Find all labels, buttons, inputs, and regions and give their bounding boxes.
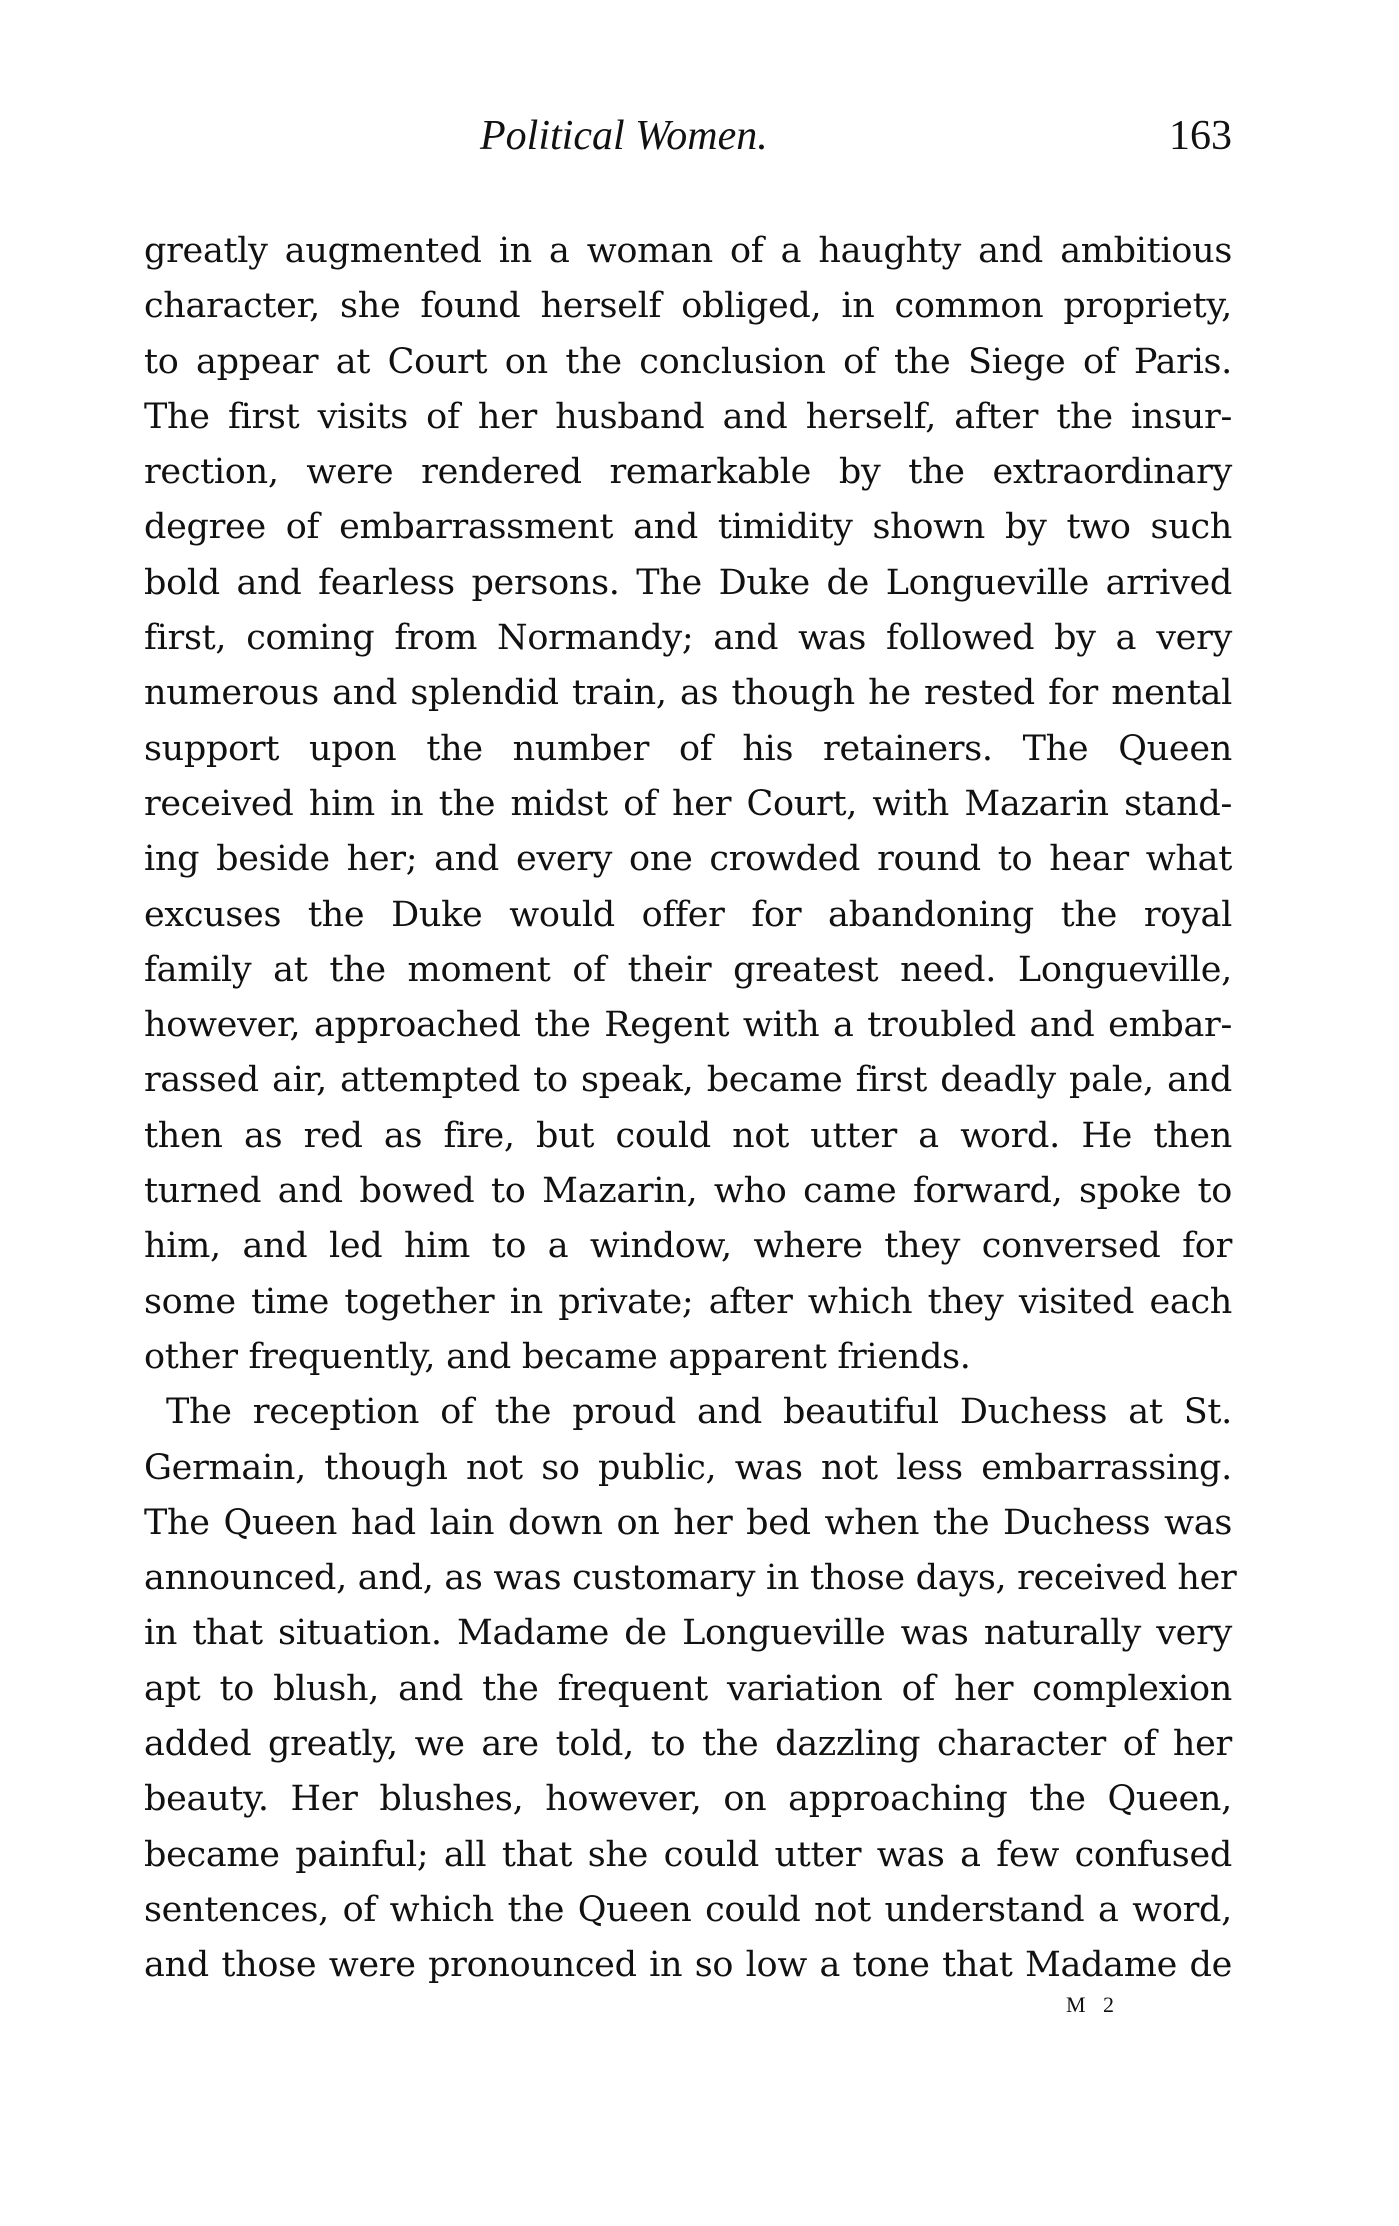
text-line: him, and led him to a window, where they conversed for [144,1226,1232,1267]
text-line: in that situation. Madame de Longueville was naturally very [144,1613,1232,1654]
text-line: apt to blush, and the frequent variation of her complexion [144,1668,1232,1709]
paragraph [144,1385,1237,1993]
page-number: 163 [1169,113,1232,159]
text-line: other frequently, and became apparent friends. [144,1336,971,1377]
page-body [144,224,1237,1994]
text-line: announced, and, as was customary in those days, received her [144,1558,1237,1599]
text-line: ing beside her; and every one crowded round to hear what [144,839,1232,880]
text-line: then as red as fire, but could not utter a word. He then [144,1115,1232,1156]
text-line: bold and fearless persons. The Duke de Longueville arrived [144,562,1232,603]
text-line: some time together in private; after which they visited each [144,1281,1232,1322]
text-line: to appear at Court on the conclusion of the Siege of Paris. [144,341,1232,382]
text-line: degree of embarrassment and timidity shown by two such [144,507,1232,548]
running-title: Political Women. [480,113,768,159]
text-line: The reception of the proud and beautiful Duchess at St. [166,1392,1232,1433]
text-line: became painful; all that she could utter was a few confused [144,1834,1232,1875]
signature-mark: M 2 [1066,1992,1121,2017]
text-line: added greatly, we are told, to the dazzling character of her [144,1724,1232,1765]
text-line: The first visits of her husband and herself, after the insur- [144,396,1232,437]
text-line: sentences, of which the Queen could not understand a word, [144,1889,1232,1930]
text-line: character, she found herself obliged, in common propriety, [144,286,1232,327]
text-line: family at the moment of their greatest need. Longueville, [144,949,1232,990]
text-line: support upon the number of his retainers. The Queen [144,728,1232,769]
text-line: received him in the midst of her Court, with Mazarin stand- [144,783,1232,824]
text-line: beauty. Her blushes, however, on approaching the Queen, [144,1779,1232,1820]
text-line: first, coming from Normandy; and was followed by a very [144,618,1232,659]
text-line: rassed air, attempted to speak, became first deadly pale, and [144,1060,1232,1101]
text-line: excuses the Duke would offer for abandoning the royal [144,894,1232,935]
text-line: however, approached the Regent with a troubled and embar- [144,1005,1232,1046]
text-line: The Queen had lain down on her bed when the Duchess was [144,1502,1232,1543]
text-line: and those were pronounced in so low a tone that Madame de [144,1945,1232,1986]
text-line: greatly augmented in a woman of a haughty and ambitious [144,231,1232,271]
text-line: numerous and splendid train, as though he rested for mental [144,673,1232,714]
paragraph [144,224,1232,1385]
text-line: Germain, though not so public, was not less embarrassing. [144,1447,1232,1488]
text-line: turned and bowed to Mazarin, who came forward, spoke to [144,1171,1232,1212]
text-line: rection, were rendered remarkable by the extraordinary [144,452,1232,493]
